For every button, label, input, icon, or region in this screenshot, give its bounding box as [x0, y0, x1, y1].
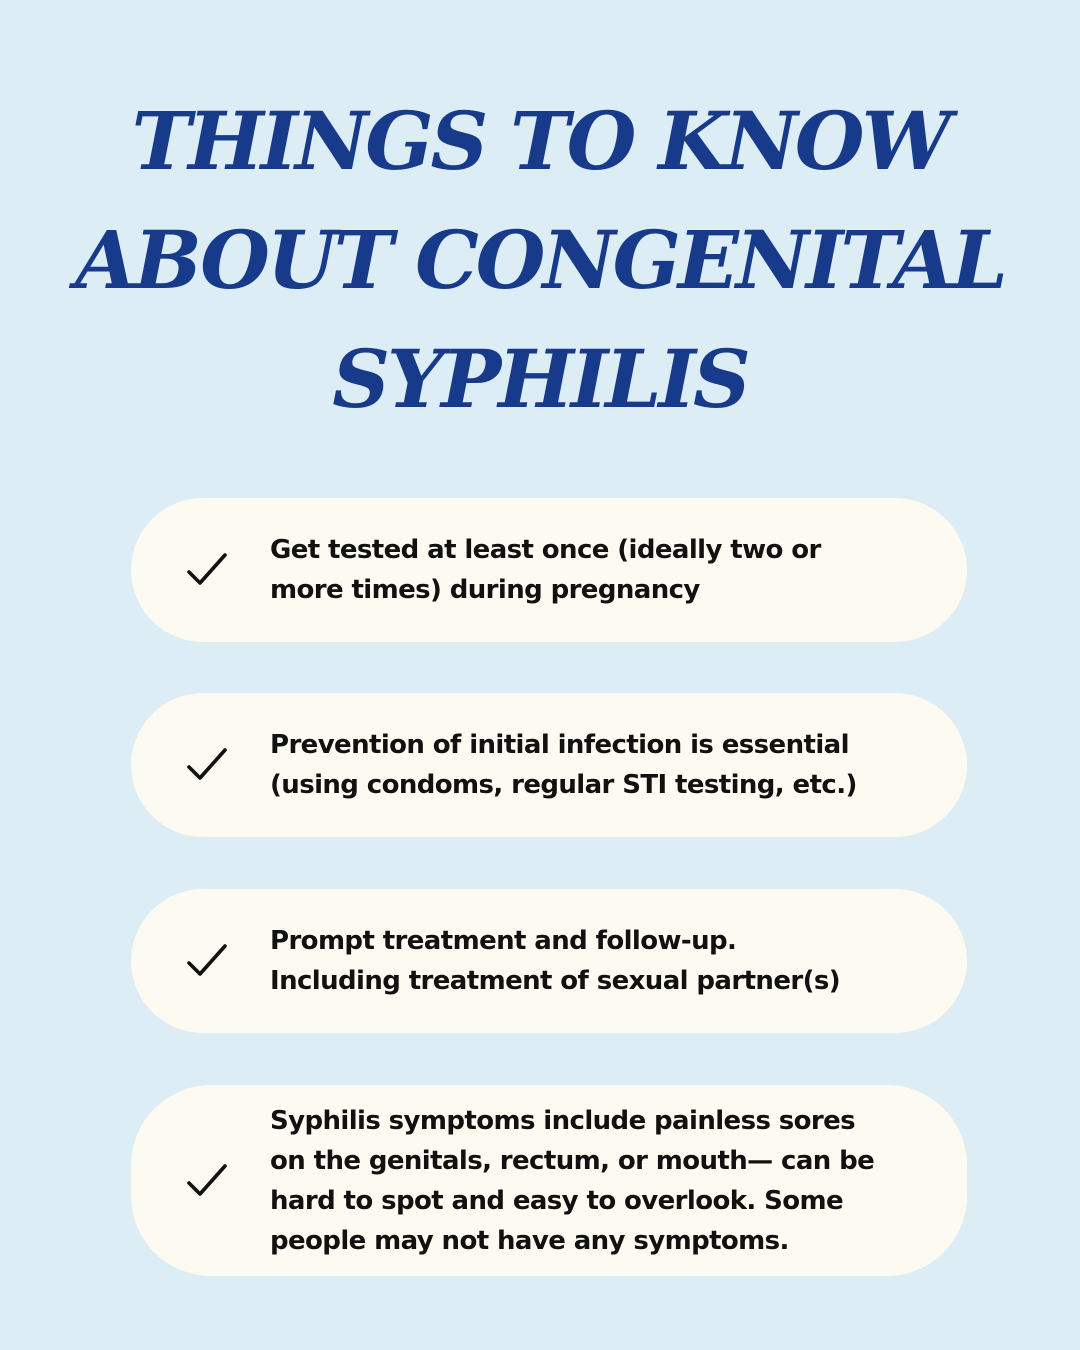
tip-text [270, 530, 910, 610]
tip-text-line: Prompt treatment and follow-up. [270, 926, 737, 956]
checkmark-icon [187, 943, 227, 979]
tip-text-line: hard to spot and easy to overlook. Some [270, 1185, 844, 1216]
tip-text-line: Prevention of initial infection is essential [270, 730, 849, 760]
page-title [0, 82, 1080, 439]
tip-text [270, 921, 910, 1001]
tip-text-line: Get tested at least once (ideally two or [270, 535, 821, 565]
tip-text-line: more times) during pregnancy [270, 575, 700, 605]
tip-card-testing [131, 498, 967, 642]
checkmark-icon [187, 552, 227, 588]
title-line: ABOUT CONGENITAL [75, 213, 1005, 307]
tip-text-line: Syphilis symptoms include painless sores [270, 1105, 856, 1136]
tip-text [270, 1101, 910, 1261]
tip-text-line: on the genitals, rectum, or mouth— can be [270, 1145, 875, 1176]
tip-card-prevention [131, 693, 967, 837]
title-line: SYPHILIS [332, 332, 748, 426]
tip-card-symptoms [131, 1085, 967, 1276]
tip-text [270, 725, 910, 805]
tip-text-line: people may not have any symptoms. [270, 1225, 789, 1256]
tip-card-treatment [131, 889, 967, 1033]
tip-text-line: (using condoms, regular STI testing, etc.) [270, 770, 857, 800]
checkmark-icon [187, 1163, 227, 1199]
title-line: THINGS TO KNOW [131, 94, 949, 188]
checkmark-icon [187, 747, 227, 783]
tip-text-line: Including treatment of sexual partner(s) [270, 966, 841, 996]
